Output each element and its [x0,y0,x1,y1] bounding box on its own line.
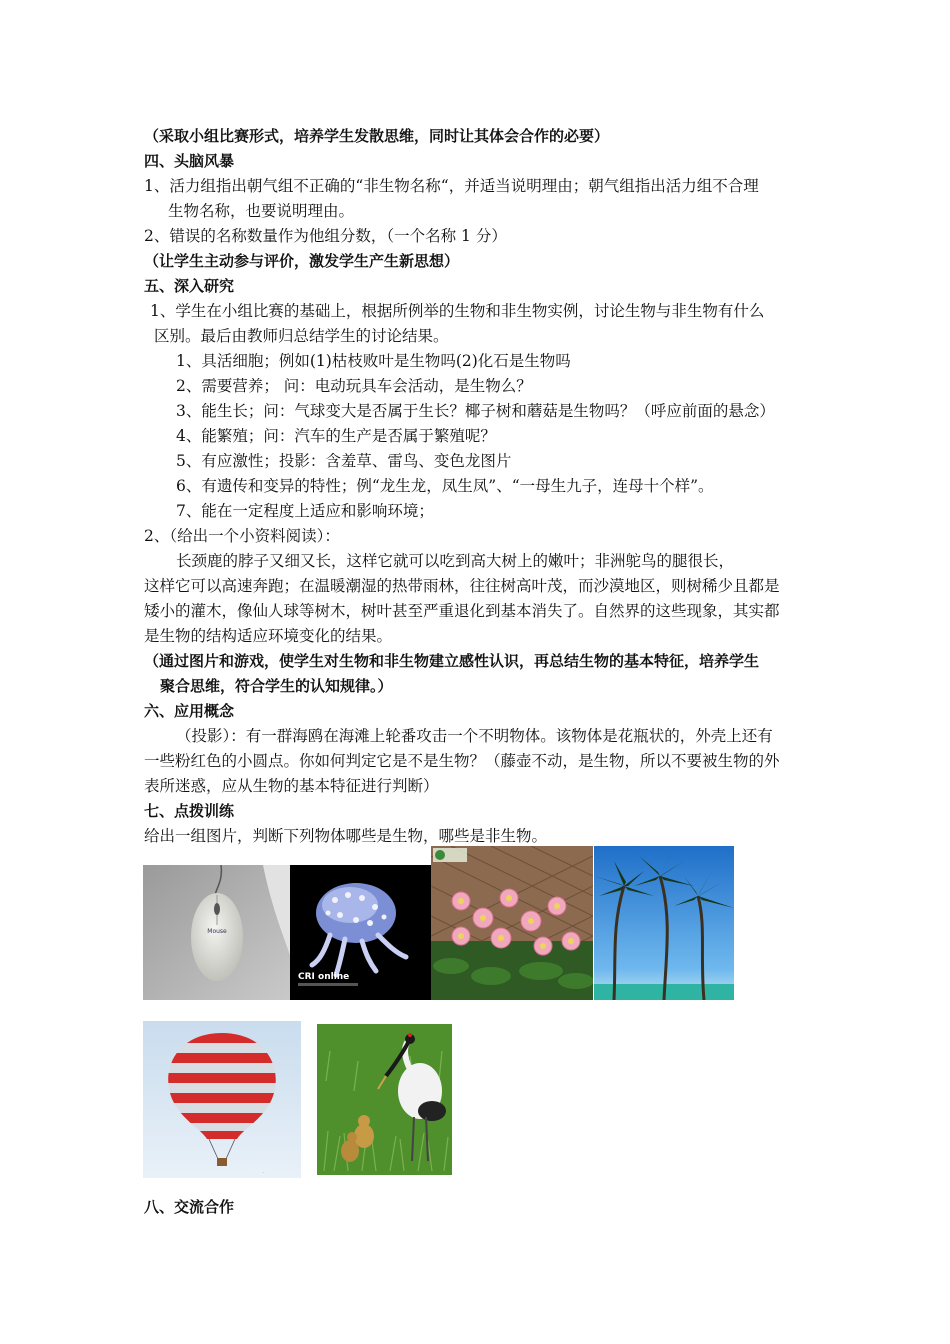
paragraph-line: 1、学生在小组比赛的基础上，根据所例举的生物和非生物实例，讨论生物与非生物有什么 [150,302,765,320]
heading-brainstorm: 四、头脑风暴 [144,152,235,170]
paragraph-line: 给出一组图片，判断下列物体哪些是生物，哪些是非生物。 [144,827,548,845]
reading-line: 这样它可以高速奔跑；在温暖潮湿的热带雨林，往往树高叶茂，而沙漠地区，则树稀少且都是 [144,577,780,595]
mouse-photo [143,865,290,1000]
note-participation: （让学生主动参与评价，激发学生产生新思想） [144,252,460,270]
daisy-flowers-photo [431,846,593,1000]
paragraph-line: 2、错误的名称数量作为他组分数，（一个名称 1 分） [144,227,507,245]
paragraph-line: （投影）：有一群海鸥在海滩上轮番攻击一个不明物体。该物体是花瓶状的，外壳上还有 [176,727,773,745]
heading-exchange-cooperation: 八、交流合作 [144,1198,235,1216]
paragraph-line: 表所迷惑，应从生物的基本特征进行判断） [144,777,439,795]
feature-item: 4、能繁殖；问：汽车的生产是否属于繁殖呢？ [176,427,496,445]
svg-text:·: · [263,1170,265,1176]
heading-apply-concept: 六、应用概念 [144,702,235,720]
mouse-logo-text: Mouse [207,928,227,935]
paragraph-line: 区别。最后由教师归总结学生的讨论结果。 [154,327,449,345]
feature-item: 5、有应激性；投影：含羞草、雷鸟、变色龙图片 [176,452,512,470]
jellyfish-photo [290,865,431,1000]
feature-item: 1、具活细胞；例如(1)枯枝败叶是生物吗(2)化石是生物吗 [176,352,571,370]
note-group-contest: （采取小组比赛形式，培养学生发散思维，同时让其体会合作的必要） [144,127,610,145]
note-cognition: （通过图片和游戏，使学生对生物和非生物建立感性认识，再总结生物的基本特征，培养学生 [144,652,760,670]
heading-in-depth-study: 五、深入研究 [144,277,235,295]
palm-trees-photo [594,846,734,1000]
crane-and-chicks-photo [314,1021,455,1178]
note-cognition: 聚合思维，符合学生的认知规律。） [160,677,393,695]
heading-training: 七、点拨训练 [144,802,235,820]
reading-line: 矮小的灌木，像仙人球等树木，树叶甚至严重退化到基本消失了。自然界的这些现象，其实都 [144,602,780,620]
hot-air-balloon-photo [143,1021,301,1178]
reading-line: 是生物的结构适应环境变化的结果。 [144,627,393,645]
paragraph-line: 1、活力组指出朝气组不正确的“非生物名称“，并适当说明理由；朝气组指出活力组不合理 [144,177,759,195]
feature-item: 3、能生长；问：气球变大是否属于生长？椰子树和蘑菇是生物吗？（呼应前面的悬念） [176,402,775,420]
feature-item: 2、需要营养； 问：电动玩具车会活动，是生物么？ [176,377,532,395]
jellyfish-logo-text: CRI online [298,972,350,982]
feature-item: 6、有遗传和变异的特性；例“龙生龙，凤生凤”、“一母生九子，连母十个样”。 [176,477,714,495]
paragraph-line: 2、（给出一个小资料阅读）： [144,527,340,545]
feature-item: 7、能在一定程度上适应和影响环境； [176,502,434,520]
paragraph-line: 一些粉红色的小圆点。你如何判定它是不是生物？（藤壶不动，是生物，所以不要被生物的外 [144,752,780,770]
paragraph-line: 生物名称，也要说明理由。 [168,202,355,220]
reading-line: 长颈鹿的脖子又细又长，这样它就可以吃到高大树上的嫩叶；非洲鸵鸟的腿很长， [176,552,735,570]
